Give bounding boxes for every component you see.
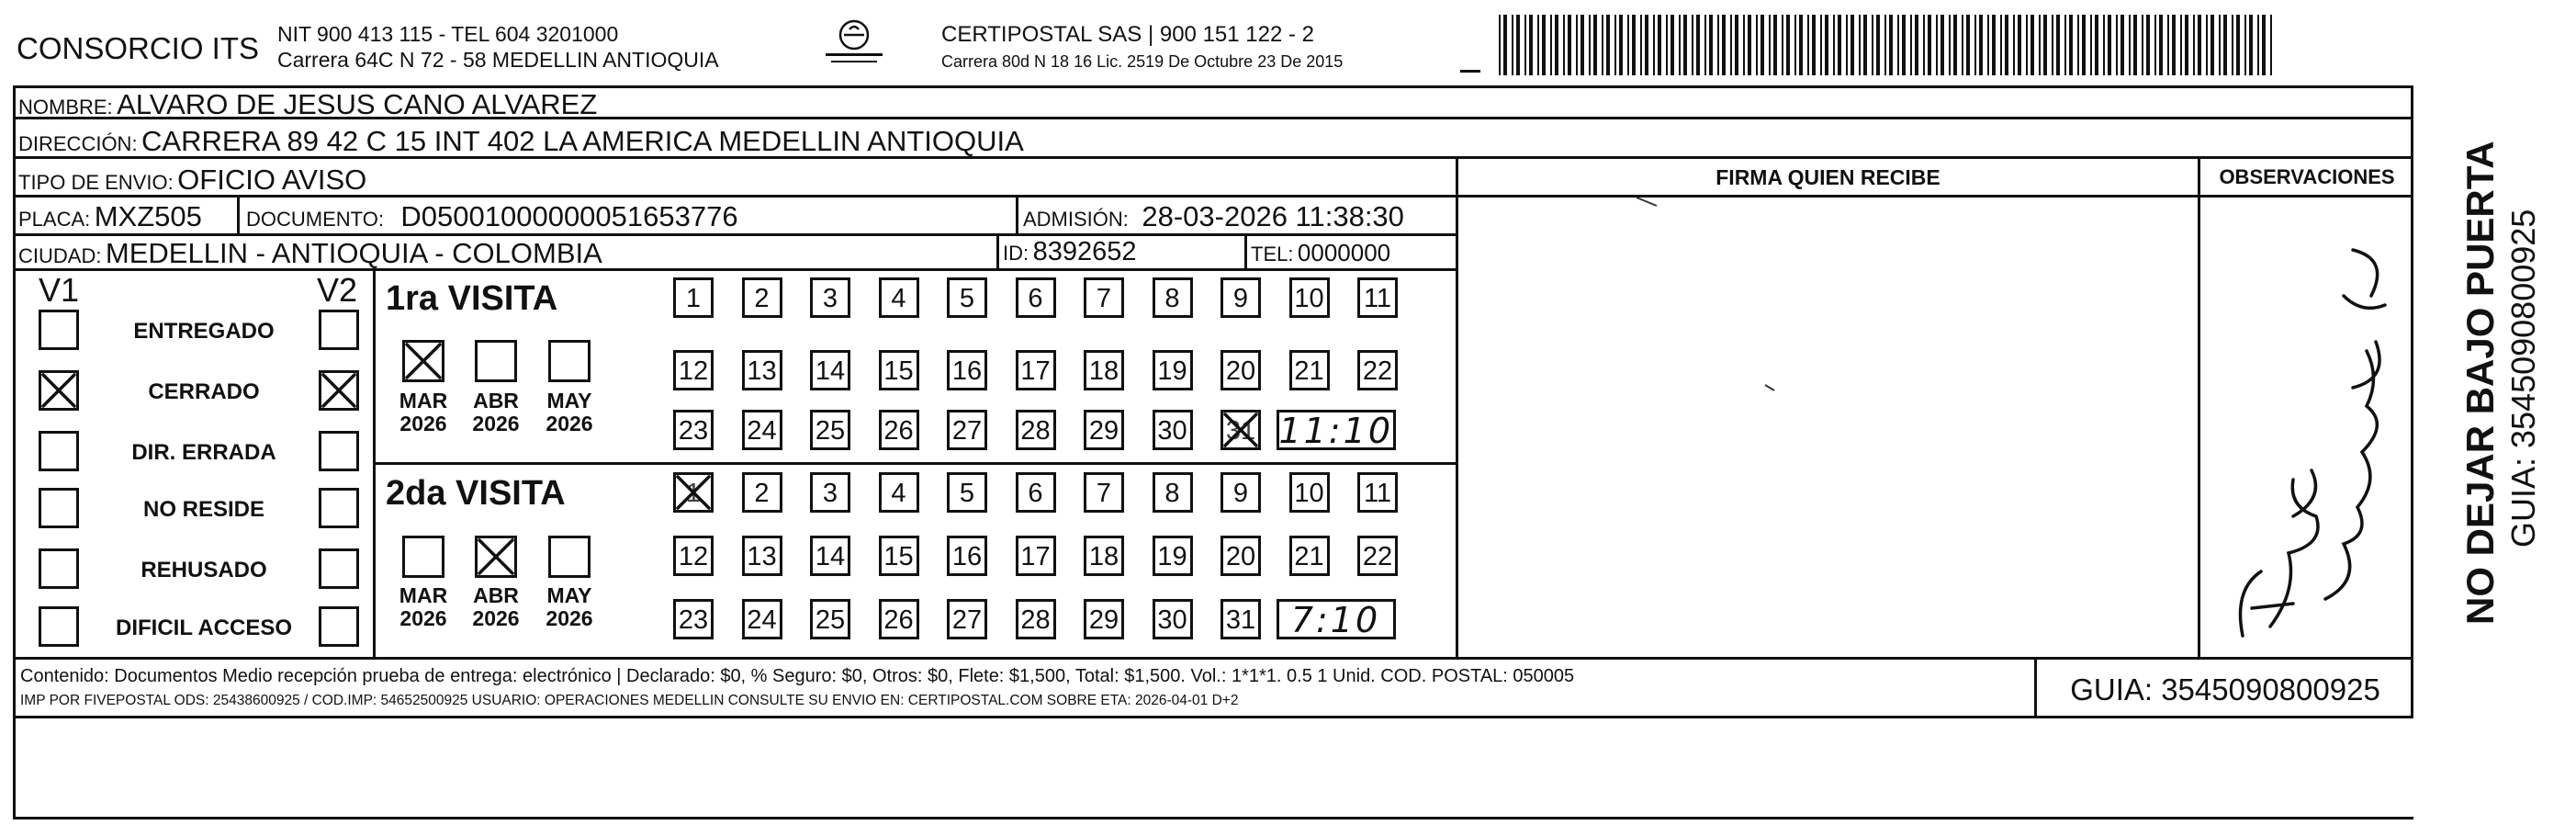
barcode-bar <box>1949 15 1951 75</box>
day-number: 1 <box>685 479 702 508</box>
barcode-bar <box>1928 15 1931 75</box>
month-year: 2026 <box>472 606 520 631</box>
id-label: ID: <box>1003 242 1029 265</box>
barcode-bar <box>2013 15 2015 75</box>
v2-checkbox-rehusado[interactable] <box>319 548 359 589</box>
placa-label: PLACA: <box>18 208 91 231</box>
documento-label: DOCUMENTO: <box>246 208 384 231</box>
ciudad-value: MEDELLIN - ANTIOQUIA - COLOMBIA <box>105 237 602 269</box>
barcode-bar <box>2116 15 2118 75</box>
barcode-bar <box>1915 15 1918 75</box>
footer-imp: IMP POR FIVEPOSTAL ODS: 25438600925 / COD.IMP: 54652500925 USUARIO: OPERACIONES MEDELLIN CONSULTE SU ENVIO EN: CERTIPOSTAL.COM SOBRE ETA: 2026-04-01 D+2 <box>20 693 1239 708</box>
rule <box>1456 156 1458 657</box>
visit1-day-3[interactable]: 3 <box>810 277 850 318</box>
visit2-day-19[interactable]: 19 <box>1153 536 1193 576</box>
day-number: 31 <box>1225 416 1256 446</box>
barcode-bar <box>1966 15 1970 75</box>
visit1-day-14[interactable]: 14 <box>810 350 850 390</box>
barcode-bar <box>1550 15 1552 75</box>
direccion-label: DIRECCIÓN: <box>18 132 138 155</box>
barcode-bar <box>1987 15 1989 75</box>
barcode-bar <box>1529 15 1533 75</box>
barcode-bar <box>1717 15 1719 75</box>
barcode-bar <box>1704 15 1706 75</box>
ciudad-field <box>18 239 602 267</box>
visit2-day-28[interactable]: 28 <box>1016 599 1056 639</box>
rule <box>373 462 1458 465</box>
company-name: CONSORCIO ITS <box>17 31 260 65</box>
barcode-bar <box>2180 15 2182 75</box>
barcode-bar <box>1542 15 1546 75</box>
v1-checkbox-rehusado[interactable] <box>39 548 79 589</box>
barcode-bar <box>1589 15 1591 75</box>
barcode-bar <box>1683 15 1687 75</box>
visit1-month-checkbox-mar[interactable] <box>402 340 444 382</box>
rule <box>1016 195 1018 233</box>
visit1-day-21[interactable]: 21 <box>1289 350 1330 390</box>
side-warning: NO DEJAR BAJO PUERTA <box>2458 141 2502 625</box>
stray-mark <box>1763 382 1778 399</box>
blank-strip <box>13 718 2413 819</box>
barcode-bar <box>2043 15 2047 75</box>
admision-label: ADMISIÓN: <box>1023 208 1129 231</box>
visit1-day-12[interactable]: 12 <box>673 350 714 390</box>
visit1-day-22[interactable]: 22 <box>1357 350 1398 390</box>
visit2-day-27[interactable]: 27 <box>947 599 987 639</box>
tel-value: 0000000 <box>1297 239 1391 266</box>
visit1-day-10[interactable]: 10 <box>1289 277 1330 318</box>
nombre-field <box>18 90 597 119</box>
visit1-day-11[interactable]: 11 <box>1357 277 1398 318</box>
v1-label: V1 <box>39 271 80 309</box>
visit1-month-label-may <box>542 390 597 436</box>
barcode-bar <box>1769 15 1771 75</box>
visit1-day-6[interactable]: 6 <box>1016 277 1056 318</box>
courier-name: CERTIPOSTAL SAS | 900 151 122 - 2 <box>941 22 1314 47</box>
barcode-bar <box>1974 15 1976 75</box>
visit1-month-checkbox-may[interactable] <box>548 340 591 382</box>
visit1-day-29[interactable]: 29 <box>1084 410 1124 450</box>
visit2-day-18[interactable]: 18 <box>1084 536 1124 576</box>
barcode-bar <box>2069 15 2073 75</box>
barcode-bar <box>2142 15 2143 75</box>
month-year: 2026 <box>399 412 447 436</box>
visit2-day-24[interactable]: 24 <box>742 599 782 639</box>
visit1-day-28[interactable]: 28 <box>1016 410 1056 450</box>
v1-checkbox-entregado[interactable] <box>39 310 79 350</box>
footer-guia: GUIA: 3545090800925 <box>2070 672 2380 706</box>
visit2-day-17[interactable]: 17 <box>1016 536 1056 576</box>
visit2-day-10[interactable]: 10 <box>1289 472 1330 513</box>
visit2-day-7[interactable]: 7 <box>1084 472 1124 513</box>
barcode-bar <box>2193 15 2195 75</box>
visit1-day-5[interactable]: 5 <box>947 277 987 318</box>
footer-content: Contenido: Documentos Medio recepción prueba de entrega: electrónico | Declarado: $0, % Seguro: $0, Otros: $0, Flete: $1,500, Total: $1,500. Vol.: 1*1*1. 0.5 1 Unid. COD. POSTAL: 050005 <box>20 666 1575 686</box>
visit1-day-31[interactable] <box>1221 410 1261 450</box>
barcode-bar <box>2077 15 2079 75</box>
visit1-day-30[interactable]: 30 <box>1153 410 1193 450</box>
visit1-day-19[interactable]: 19 <box>1153 350 1193 390</box>
visit1-day-13[interactable]: 13 <box>742 350 782 390</box>
barcode-bar <box>1786 15 1790 75</box>
barcode-bar <box>1537 15 1539 75</box>
visit2-month-checkbox-abr[interactable] <box>475 536 517 578</box>
visit1-day-4[interactable]: 4 <box>879 277 919 318</box>
visit2-day-23[interactable]: 23 <box>673 599 714 639</box>
barcode-bar <box>1606 15 1610 75</box>
v2-checkbox-dificil-acceso[interactable] <box>319 606 359 647</box>
visit1-day-7[interactable]: 7 <box>1084 277 1124 318</box>
barcode-bar <box>1580 15 1584 75</box>
company-address: Carrera 64C N 72 - 58 MEDELLIN ANTIOQUIA <box>277 48 719 72</box>
documento-value: D05001000000051653776 <box>400 200 738 232</box>
placa-value: MXZ505 <box>94 200 202 232</box>
certipostal-logo-icon <box>822 18 886 70</box>
barcode-bar <box>1825 15 1828 75</box>
v1-checkbox-no-reside[interactable] <box>39 488 79 528</box>
barcode-bar <box>1627 15 1629 75</box>
visit2-day-14[interactable]: 14 <box>810 536 850 576</box>
barcode-tick <box>1460 70 1480 73</box>
tipo-envio-label: TIPO DE ENVIO: <box>18 171 174 194</box>
barcode-bar <box>2270 15 2272 75</box>
visit2-day-29[interactable]: 29 <box>1084 599 1124 639</box>
barcode-bar <box>1696 15 1700 75</box>
visit2-day-31[interactable]: 31 <box>1221 599 1261 639</box>
visit1-day-15[interactable]: 15 <box>879 350 919 390</box>
barcode-bar <box>1748 15 1751 75</box>
month-year: 2026 <box>546 606 593 631</box>
barcode-bar <box>1889 15 1893 75</box>
v1-checkbox-dir-errada[interactable] <box>39 431 79 471</box>
month-name: MAR <box>399 583 448 607</box>
barcode-bar <box>1555 15 1558 75</box>
barcode-bar <box>1953 15 1957 75</box>
barcode-bar <box>1923 15 1925 75</box>
barcode-bar <box>1962 15 1963 75</box>
barcode-bar <box>1730 15 1732 75</box>
barcode-bar <box>2082 15 2086 75</box>
visit2-day-3[interactable]: 3 <box>810 472 850 513</box>
visit1-day-27[interactable]: 27 <box>947 410 987 450</box>
visit1-day-18[interactable]: 18 <box>1084 350 1124 390</box>
direccion-field <box>18 127 1024 155</box>
barcode-bar <box>1833 15 1835 75</box>
visit2-month-checkbox-may[interactable] <box>548 536 591 578</box>
barcode-bar <box>2198 15 2201 75</box>
id-field <box>1003 239 1136 266</box>
barcode-bar <box>2030 15 2034 75</box>
visit2-day-15[interactable]: 15 <box>879 536 919 576</box>
month-year: 2026 <box>546 412 593 436</box>
rule <box>2198 156 2200 657</box>
barcode-bar <box>1512 15 1513 75</box>
visit2-day-5[interactable]: 5 <box>947 472 987 513</box>
visit1-day-9[interactable]: 9 <box>1221 277 1261 318</box>
visit2-day-13[interactable]: 13 <box>742 536 782 576</box>
status-label-no-reside: NO RESIDE <box>142 497 265 522</box>
visit2-day-8[interactable]: 8 <box>1153 472 1193 513</box>
visit1-month-checkbox-abr[interactable] <box>475 340 517 382</box>
v2-checkbox-entregado[interactable] <box>319 310 359 350</box>
barcode-bar <box>2159 15 2163 75</box>
month-name: MAY <box>546 583 592 607</box>
barcode-bar <box>2108 15 2111 75</box>
visit2-day-9[interactable]: 9 <box>1221 472 1261 513</box>
barcode-bar <box>2262 15 2266 75</box>
barcode-bar <box>2185 15 2188 75</box>
barcode-bar <box>1653 15 1655 75</box>
handwritten-signature <box>2206 241 2408 654</box>
barcode-bar <box>1863 15 1867 75</box>
barcode-bar <box>1593 15 1597 75</box>
visit2-day-12[interactable]: 12 <box>673 536 714 576</box>
nombre-label: NOMBRE: <box>18 96 113 119</box>
visit2-title: 2da VISITA <box>386 474 566 513</box>
barcode-bar <box>2210 15 2214 75</box>
firma-header: FIRMA QUIEN RECIBE <box>1715 165 1940 189</box>
rule <box>996 233 999 268</box>
barcode-bar <box>1524 15 1526 75</box>
v2-label: V2 <box>317 271 358 309</box>
v2-checkbox-cerrado[interactable] <box>319 370 359 411</box>
barcode-bar <box>1992 15 1996 75</box>
visit1-day-16[interactable]: 16 <box>947 350 987 390</box>
barcode-bar <box>1576 15 1578 75</box>
status-label-entregado: ENTREGADO <box>133 319 275 344</box>
barcode-bar <box>2236 15 2240 75</box>
barcode-bar <box>2146 15 2150 75</box>
visit2-day-30[interactable]: 30 <box>1153 599 1193 639</box>
visit2-day-4[interactable]: 4 <box>879 472 919 513</box>
barcode-bar <box>1897 15 1899 75</box>
visit2-month-label-abr <box>468 584 523 631</box>
status-label-rehusado: REHUSADO <box>141 558 267 582</box>
barcode-bar <box>2026 15 2028 75</box>
barcode-bar <box>1619 15 1623 75</box>
barcode-bar <box>1812 15 1816 75</box>
barcode-bar <box>1782 15 1783 75</box>
stray-mark <box>1635 195 1662 218</box>
barcode-bar <box>1645 15 1648 75</box>
barcode-bar <box>1773 15 1777 75</box>
month-name: ABR <box>473 389 519 412</box>
visit1-day-2[interactable]: 2 <box>742 277 782 318</box>
barcode-bar <box>2172 15 2176 75</box>
visit2-day-2[interactable]: 2 <box>742 472 782 513</box>
barcode-bar <box>1850 15 1854 75</box>
barcode-bar <box>2005 15 2008 75</box>
visit1-time-box[interactable]: 11:10 <box>1277 410 1396 450</box>
visit1-day-20[interactable]: 20 <box>1221 350 1261 390</box>
barcode-bar <box>1568 15 1571 75</box>
visit1-day-24[interactable]: 24 <box>742 410 782 450</box>
visit2-day-11[interactable]: 11 <box>1357 472 1398 513</box>
barcode-bar <box>1632 15 1636 75</box>
barcode-bar <box>1743 15 1745 75</box>
nombre-value: ALVARO DE JESUS CANO ALVAREZ <box>117 88 598 120</box>
barcode-bar <box>2154 15 2156 75</box>
barcode-bar <box>1936 15 1938 75</box>
status-label-dir-errada: DIR. ERRADA <box>131 440 276 465</box>
month-year: 2026 <box>399 606 447 631</box>
barcode-bar <box>2052 15 2053 75</box>
barcode-bar <box>1872 15 1873 75</box>
ciudad-label: CIUDAD: <box>18 244 102 267</box>
status-label-cerrado: CERRADO <box>148 379 260 404</box>
barcode-bar <box>2249 15 2253 75</box>
tipo-envio-field <box>18 165 366 194</box>
visit2-day-21[interactable]: 21 <box>1289 536 1330 576</box>
visit1-month-label-mar <box>396 390 451 436</box>
rule <box>13 233 1458 236</box>
visit1-day-17[interactable]: 17 <box>1016 350 1056 390</box>
admision-value: 28-03-2026 11:38:30 <box>1142 200 1404 232</box>
rule <box>373 268 376 657</box>
barcode-bar <box>1640 15 1642 75</box>
barcode-bar <box>2219 15 2221 75</box>
side-guia: GUIA: 3545090800925 <box>2504 209 2542 548</box>
barcode-bar <box>2039 15 2041 75</box>
barcode-bar <box>2064 15 2066 75</box>
barcode-bar <box>1979 15 1983 75</box>
barcode-bar <box>1846 15 1848 75</box>
barcode-bar <box>2257 15 2259 75</box>
barcode-bar <box>1859 15 1861 75</box>
barcode-bar <box>1666 15 1668 75</box>
barcode-bar <box>1670 15 1674 75</box>
barcode-bar <box>1940 15 1944 75</box>
barcode-bar <box>1499 15 1501 75</box>
visit2-time-box[interactable]: 7:10 <box>1277 599 1396 639</box>
visit1-day-8[interactable]: 8 <box>1153 277 1193 318</box>
barcode-bar <box>1799 15 1803 75</box>
barcode-bar <box>2232 15 2233 75</box>
month-name: ABR <box>473 583 519 607</box>
barcode-bar <box>2120 15 2124 75</box>
barcode-bar <box>1658 15 1661 75</box>
barcode-bar <box>1516 15 1520 75</box>
barcode-bar <box>1760 15 1764 75</box>
v1-checkbox-cerrado[interactable] <box>39 370 79 411</box>
v1-checkbox-dificil-acceso[interactable] <box>39 606 79 647</box>
barcode-bar <box>2223 15 2227 75</box>
barcode-bar <box>2133 15 2137 75</box>
month-year: 2026 <box>472 412 520 436</box>
courier-address: Carrera 80d N 18 16 Lic. 2519 De Octubre 23 De 2015 <box>941 52 1344 71</box>
direccion-value: CARRERA 89 42 C 15 INT 402 LA AMERICA MEDELLIN ANTIOQUIA <box>141 125 1024 157</box>
barcode-bar <box>2167 15 2169 75</box>
rule <box>13 195 2413 198</box>
barcode-bar <box>1876 15 1880 75</box>
barcode-bar <box>1902 15 1906 75</box>
barcode-bar <box>1614 15 1616 75</box>
barcode <box>1499 15 2275 75</box>
v2-checkbox-dir-errada[interactable] <box>319 431 359 471</box>
barcode-bar <box>1692 15 1693 75</box>
visit2-day-25[interactable]: 25 <box>810 599 850 639</box>
documento-field <box>246 202 738 231</box>
visit2-day-26[interactable]: 26 <box>879 599 919 639</box>
rule <box>13 657 2413 660</box>
company-nit: NIT 900 413 115 - TEL 604 3201000 <box>277 22 619 46</box>
barcode-bar <box>2018 15 2021 75</box>
barcode-bar <box>1679 15 1681 75</box>
barcode-bar <box>1820 15 1822 75</box>
barcode-bar <box>1884 15 1886 75</box>
barcode-bar <box>1910 15 1912 75</box>
tipo-envio-value: OFICIO AVISO <box>177 164 367 196</box>
admision-field <box>1023 202 1404 231</box>
visit1-day-26[interactable]: 26 <box>879 410 919 450</box>
barcode-bar <box>2090 15 2092 75</box>
barcode-bar <box>1602 15 1603 75</box>
month-name: MAR <box>399 389 448 412</box>
rule <box>1244 233 1247 268</box>
visit1-day-23[interactable]: 23 <box>673 410 714 450</box>
visit2-month-label-mar <box>396 584 451 631</box>
barcode-bar <box>1722 15 1726 75</box>
visit1-day-1[interactable]: 1 <box>673 277 714 318</box>
barcode-bar <box>1838 15 1841 75</box>
barcode-bar <box>1709 15 1713 75</box>
rule <box>237 195 240 233</box>
visit2-day-1[interactable] <box>673 472 714 513</box>
barcode-bar <box>2095 15 2098 75</box>
visit2-day-16[interactable]: 16 <box>947 536 987 576</box>
barcode-bar <box>1503 15 1507 75</box>
status-label-dificil-acceso: DIFICIL ACCESO <box>115 616 292 640</box>
tel-field <box>1251 241 1390 265</box>
barcode-bar <box>2056 15 2060 75</box>
barcode-bar <box>1735 15 1738 75</box>
visit2-day-22[interactable]: 22 <box>1357 536 1398 576</box>
barcode-bar <box>1794 15 1796 75</box>
barcode-bar <box>1756 15 1758 75</box>
visit2-month-label-may <box>542 584 597 631</box>
visit2-day-20[interactable]: 20 <box>1221 536 1261 576</box>
barcode-bar <box>1807 15 1809 75</box>
barcode-bar <box>2244 15 2246 75</box>
id-value: 8392652 <box>1032 237 1137 266</box>
placa-field <box>18 202 202 231</box>
barcode-bar <box>2129 15 2131 75</box>
visit1-title: 1ra VISITA <box>386 279 558 318</box>
barcode-bar <box>2206 15 2208 75</box>
visit2-month-checkbox-mar[interactable] <box>402 536 444 578</box>
v2-checkbox-no-reside[interactable] <box>319 488 359 528</box>
barcode-bar <box>2103 15 2105 75</box>
visit2-day-6[interactable]: 6 <box>1016 472 1056 513</box>
barcode-bar <box>1563 15 1565 75</box>
tel-label: TEL: <box>1251 243 1294 266</box>
barcode-bar <box>2000 15 2002 75</box>
month-name: MAY <box>546 389 592 412</box>
visit1-month-label-abr <box>468 390 523 436</box>
observaciones-header: OBSERVACIONES <box>2219 165 2395 188</box>
visit1-day-25[interactable]: 25 <box>810 410 850 450</box>
